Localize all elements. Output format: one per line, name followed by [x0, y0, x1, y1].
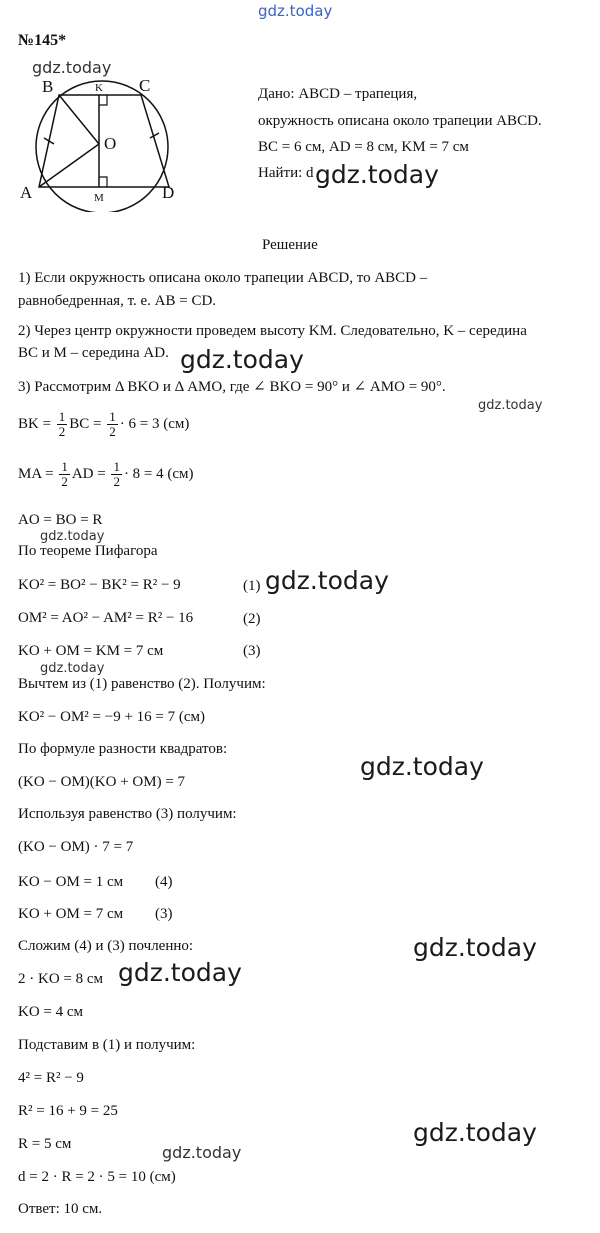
- subtract-text: Вычтем из (1) равенство (2). Получим:: [18, 676, 266, 692]
- equation-1: KO² = BO² − BK² = R² − 9: [18, 577, 181, 593]
- ko-equation: KO = 4 см: [18, 1004, 84, 1020]
- watermark: gdz.today: [180, 345, 304, 374]
- substitute-text: Подставим в (1) и получим:: [18, 1037, 196, 1053]
- given-line-3: BC = 6 см, AD = 8 см, KM = 7 см: [258, 139, 469, 155]
- equation-bk: BK = $\frac{1}{2}$ BC = $\frac{1}{2}$ · 6 = 3 (см): [18, 409, 190, 439]
- segment-bo: [59, 95, 99, 144]
- r-equation: R = 5 см: [18, 1136, 72, 1152]
- equation-2: OM² = AO² − AM² = R² − 16: [18, 610, 194, 626]
- solution-heading: Решение: [262, 237, 318, 253]
- pythagoras-label: По теореме Пифагора: [18, 543, 158, 559]
- label-m: M: [94, 192, 104, 204]
- watermark: gdz.today: [413, 933, 537, 962]
- product-equation: (KO − OM)(KO + OM) = 7: [18, 774, 186, 790]
- watermark: gdz.today: [265, 566, 389, 595]
- step-1-line-2: равнобедренная, т. е. AB = CD.: [18, 293, 217, 309]
- trapezoid-in-circle-figure: [14, 72, 204, 212]
- diameter-equation: d = 2 · R = 2 · 5 = 10 (см): [18, 1169, 176, 1185]
- r-squared-equation: R² = 16 + 9 = 25: [18, 1103, 118, 1119]
- watermark: gdz.today: [118, 958, 242, 987]
- equation-1-tag: (1): [243, 578, 261, 594]
- given-line-2: окружность описана около трапеции ABCD.: [258, 113, 542, 129]
- equation-4: KO − OM = 1 см: [18, 874, 124, 890]
- watermark: gdz.today: [32, 58, 112, 77]
- two-ko-equation: 2 · KO = 8 см: [18, 971, 104, 987]
- equation-3b-tag: (3): [155, 906, 173, 922]
- equation-4-tag: (4): [155, 874, 173, 890]
- answer: Ответ: 10 см.: [18, 1201, 103, 1217]
- watermark: gdz.today: [258, 2, 333, 20]
- right-angle-m: [99, 177, 107, 187]
- equation-2-tag: (2): [243, 611, 261, 627]
- using-3-text: Используя равенство (3) получим:: [18, 806, 237, 822]
- label-k: K: [95, 82, 103, 94]
- watermark: gdz.today: [413, 1118, 537, 1147]
- watermark: gdz.today: [40, 529, 105, 544]
- step-2-line-2: BC и M – середина AD.: [18, 345, 169, 361]
- watermark: gdz.today: [40, 661, 105, 676]
- equation-ma: MA = $\frac{1}{2}$ AD = $\frac{1}{2}$ · 8 = 4 (см): [18, 459, 194, 489]
- segment-ao: [39, 144, 99, 187]
- equation-3b: KO + OM = 7 см: [18, 906, 124, 922]
- add-text: Сложим (4) и (3) почленно:: [18, 938, 194, 954]
- watermark: gdz.today: [360, 752, 484, 781]
- label-b: B: [42, 77, 54, 96]
- label-d: D: [162, 183, 175, 202]
- right-angle-k: [99, 95, 107, 105]
- equation-ao-bo: AO = BO = R: [18, 512, 103, 528]
- formula-text: По формуле разности квадратов:: [18, 741, 228, 757]
- watermark: gdz.today: [162, 1143, 242, 1162]
- problem-number: №145*: [18, 32, 67, 49]
- equation-3-tag: (3): [243, 643, 261, 659]
- step-3: 3) Рассмотрим Δ BKO и Δ AMO, где ∠ BKO = 90° и ∠ AMO = 90°.: [18, 379, 446, 395]
- label-a: A: [20, 183, 33, 202]
- step-1-line-1: 1) Если окружность описана около трапеции ABCD, то ABCD –: [18, 270, 428, 286]
- label-c: C: [139, 76, 151, 95]
- watermark: gdz.today: [478, 398, 543, 413]
- watermark: gdz.today: [315, 160, 439, 189]
- given-line-1: Дано: ABCD – трапеция,: [258, 86, 418, 102]
- step-2-line-1: 2) Через центр окружности проведем высоту KM. Следовательно, K – середина: [18, 323, 527, 339]
- label-o: O: [104, 134, 117, 153]
- given-find: Найти: d: [258, 165, 314, 181]
- product-7-equation: (KO − OM) · 7 = 7: [18, 839, 134, 855]
- substituted-equation: 4² = R² − 9: [18, 1070, 84, 1086]
- difference-equation: KO² − OM² = −9 + 16 = 7 (см): [18, 709, 206, 725]
- equation-3: KO + OM = KM = 7 см: [18, 643, 164, 659]
